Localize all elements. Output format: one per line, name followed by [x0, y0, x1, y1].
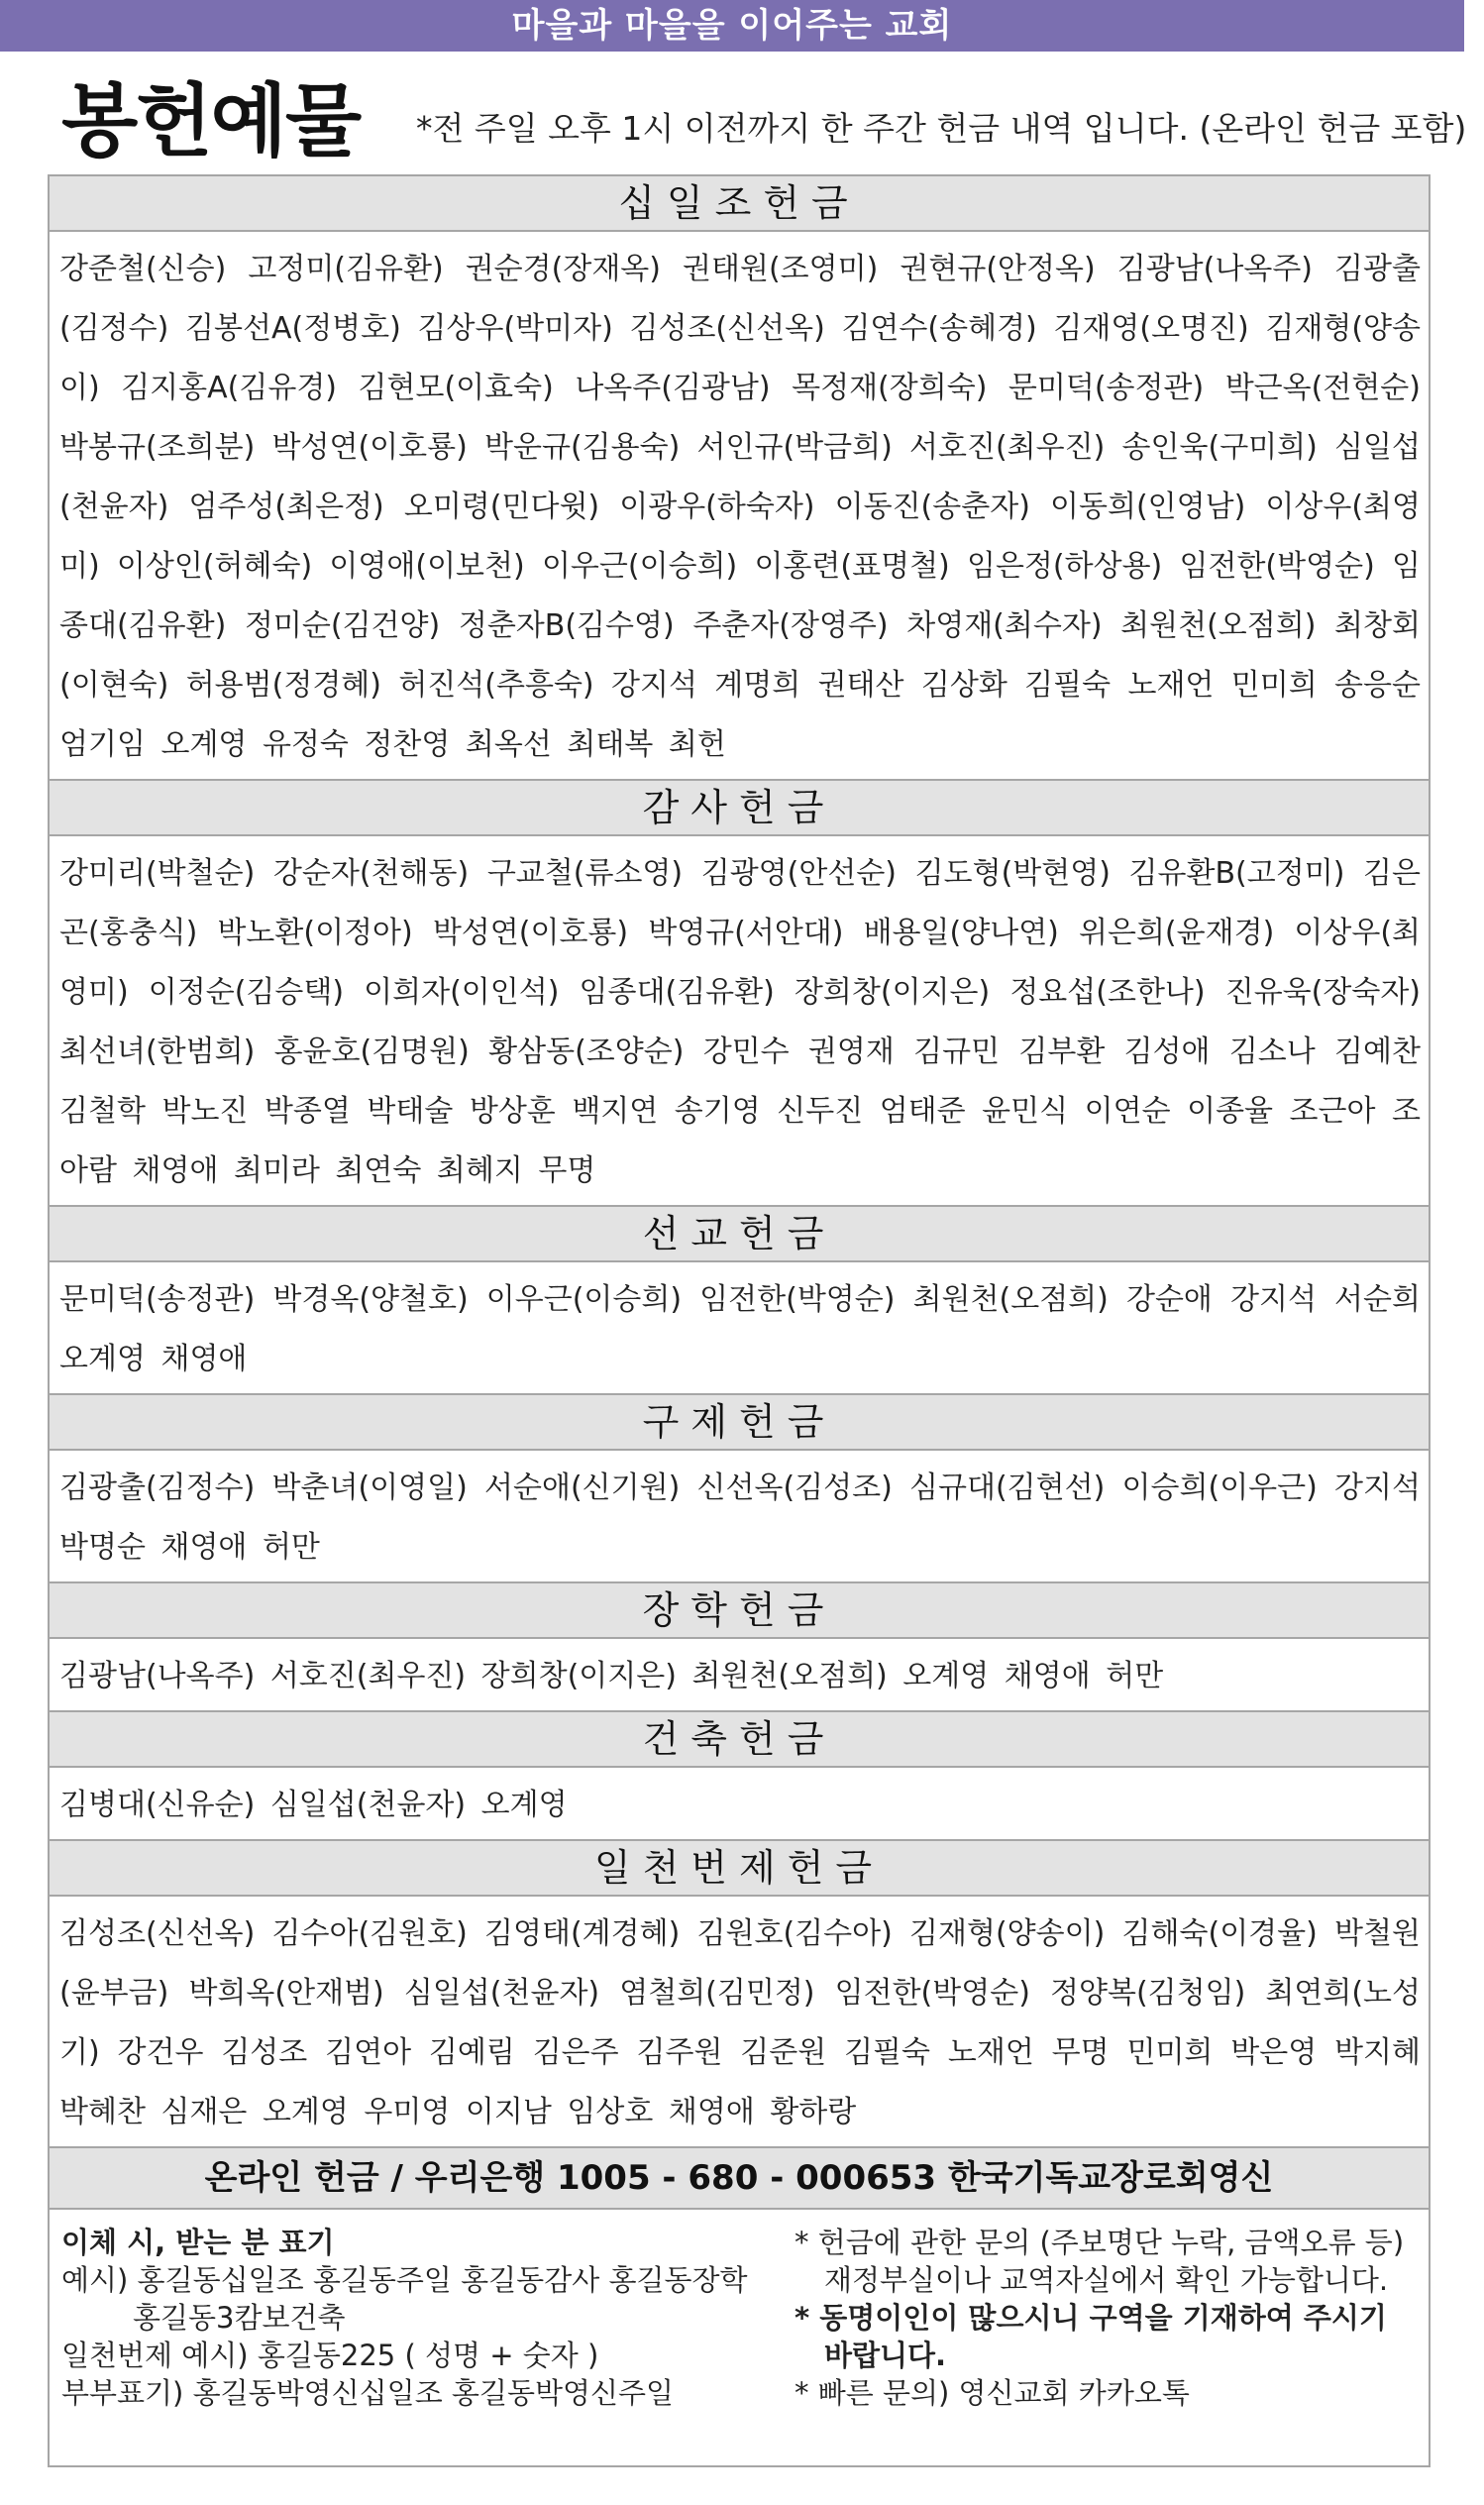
transfer-example-3: 일천번제 예시) 홍길동225 ( 성명 + 숫자 ) [61, 2339, 599, 2372]
inquiry-note-2b: 바랍니다. [824, 2339, 947, 2372]
transfer-notation-notes [61, 2224, 795, 2451]
section-heading-thousand: 일천번제헌금 [50, 1841, 1429, 1897]
transfer-example-2: 홍길동3캄보건축 [133, 2301, 346, 2335]
section-heading-mission: 선교헌금 [50, 1207, 1429, 1262]
section-heading-tithe: 십일조헌금 [50, 176, 1429, 232]
transfer-title: 이체 시, 받는 분 표기 [61, 2226, 335, 2259]
online-offering-account: 온라인 헌금 / 우리은행 1005 - 680 - 000653 한국기독교장로회영신 [50, 2148, 1429, 2210]
transfer-example-4: 부부표기) 홍길동박영신십일조 홍길동박영신주일 [61, 2376, 675, 2410]
section-heading-building: 건축헌금 [50, 1712, 1429, 1768]
section-names-mission: 문미덕(송정관) 박경옥(양철호) 이우근(이승희) 임전한(박영순) 최원천(오점희) 강순애 강지석 서순희 오계영 채영애 [50, 1262, 1429, 1395]
transfer-example-1: 예시) 홍길동십일조 홍길동주일 홍길동감사 홍길동장학 [61, 2263, 748, 2297]
section-heading-scholarship: 장학헌금 [50, 1583, 1429, 1639]
section-names-thousand: 김성조(신선옥) 김수아(김원호) 김영태(계경혜) 김원호(김수아) 김재형(양송이) 김해숙(이경율) 박철원(윤부금) 박희옥(안재범) 심일섭(천윤자) 염철희(김민정) 임전한(박영순) 정양복(김청임) 최연희(노성기) 강건우 김성조 김연아 김예림 김은주 김주원 김준원 김필숙 노재언 무명 민미희 박은영 박지혜 박혜찬 심재은 오계영 우미영 이지남 임상호 채영애 황하랑 [50, 1897, 1429, 2148]
section-heading-thanks: 감사헌금 [50, 781, 1429, 836]
section-names-scholarship: 김광남(나옥주) 서호진(최우진) 장희창(이지은) 최원천(오점희) 오계영 채영애 허만 [50, 1639, 1429, 1712]
section-heading-relief: 구제헌금 [50, 1395, 1429, 1451]
section-names-tithe: 강준철(신승) 고정미(김유환) 권순경(장재옥) 권태원(조영미) 권현규(안정옥) 김광남(나옥주) 김광출(김정수) 김봉선A(정병호) 김상우(박미자) 김성조(신선옥) 김연수(송혜경) 김재영(오명진) 김재형(양송이) 김지홍A(김유경) 김현모(이효숙) 나옥주(김광남) 목정재(장희숙) 문미덕(송정관) 박근옥(전현순) 박봉규(조희분) 박성연(이호룡) 박운규(김용숙) 서인규(박금희) 서호진(최우진) 송인욱(구미희) 심일섭(천윤자) 엄주성(최은정) 오미령(민다윗) 이광우(하숙자) 이동진(송춘자) 이동희(인영남) 이상우(최영미) 이상인(허혜숙) 이영애(이보천) 이우근(이승희) 이홍련(표명철) 임은정(하상용) 임전한(박영순) 임종대(김유환) 정미순(김건양) 정춘자B(김수영) 주춘자(장영주) 차영재(최수자) 최원천(오점희) 최창회(이현숙) 허용범(정경혜) 허진석(추흥숙) 강지석 계명희 권태산 김상화 김필숙 노재언 민미희 송응순 엄기임 오계영 유정숙 정찬영 최옥선 최태복 최헌 [50, 232, 1429, 781]
inquiry-note-3: * 빠른 문의) 영신교회 카카오톡 [795, 2376, 1190, 2410]
section-names-relief: 김광출(김정수) 박춘녀(이영일) 서순애(신기원) 신선옥(김성조) 심규대(김현선) 이승희(이우근) 강지석 박명순 채영애 허만 [50, 1451, 1429, 1583]
section-names-thanks: 강미리(박철순) 강순자(천해동) 구교철(류소영) 김광영(안선순) 김도형(박현영) 김유환B(고정미) 김은곤(홍충식) 박노환(이정아) 박성연(이호룡) 박영규(서안대) 배용일(양나연) 위은희(윤재경) 이상우(최영미) 이정순(김승택) 이희자(이인석) 임종대(김유환) 장희창(이지은) 정요섭(조한나) 진유욱(장숙자) 최선녀(한범희) 홍윤호(김명원) 황삼동(조양순) 강민수 권영재 김규민 김부환 김성애 김소나 김예찬 김철학 박노진 박종열 박태술 방상훈 백지연 송기영 신두진 엄태준 윤민식 이연순 이종율 조근아 조아람 채영애 최미라 최연숙 최혜지 무명 [50, 836, 1429, 1207]
inquiry-note-1b: 재정부실이나 교역자실에서 확인 가능합니다. [824, 2263, 1389, 2297]
notes-area [50, 2210, 1429, 2465]
inquiry-notes [795, 2224, 1409, 2451]
page-title: 봉헌예물 [61, 74, 361, 167]
offering-table [48, 174, 1431, 2467]
page-subtitle: *전 주일 오후 1시 이전까지 한 주간 헌금 내역 입니다. (온라인 헌금 포함) [416, 109, 1467, 148]
inquiry-note-1a: * 헌금에 관한 문의 (주보명단 누락, 금액오류 등) [795, 2226, 1405, 2259]
inquiry-note-2a: * 동명이인이 많으시니 구역을 기재하여 주시기 [795, 2301, 1387, 2335]
header-banner: 마을과 마을을 이어주는 교회 [0, 0, 1464, 52]
section-names-building: 김병대(신유순) 심일섭(천윤자) 오계영 [50, 1768, 1429, 1841]
